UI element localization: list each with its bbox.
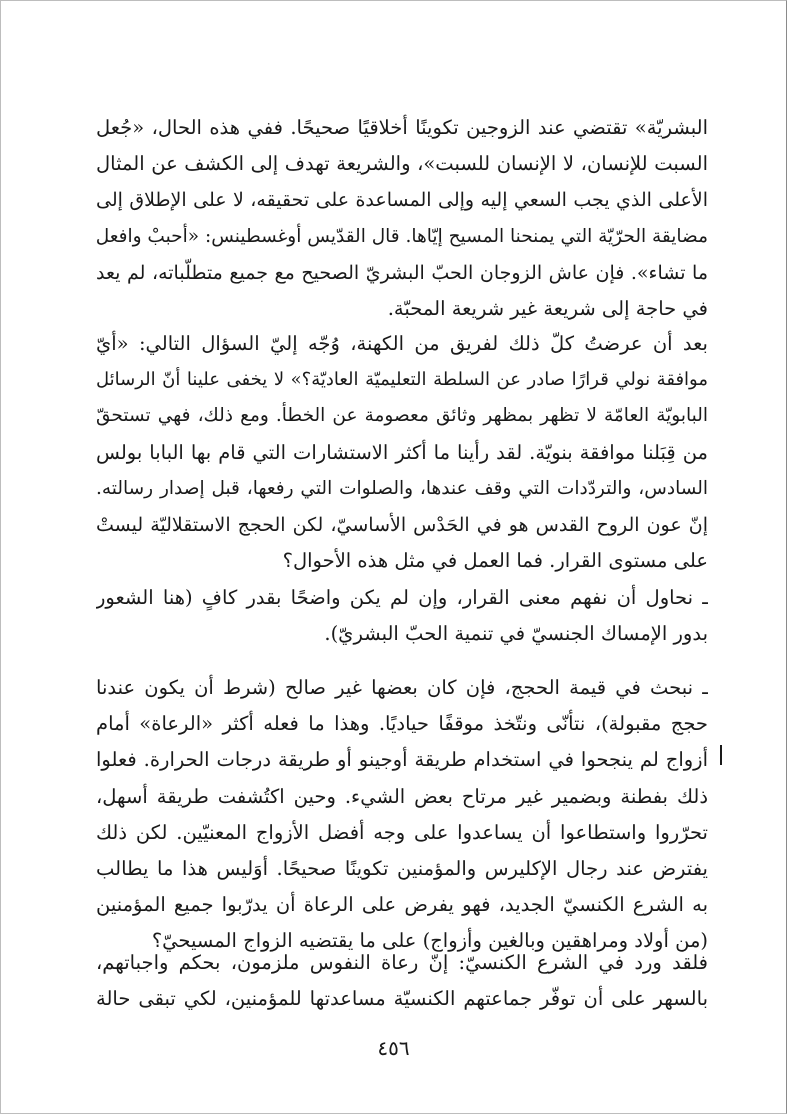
text-line: إنّ عون الروح القدس هو في الحَدْس الأساسيّ، لكن الحجج الاستقلاليّة ليستْ — [96, 513, 708, 536]
text-line: به الشرع الكنسيّ الجديد، فهو يفرض على الرعاة أن يدرّبوا جميع المؤمنين — [96, 893, 708, 917]
text-line: موافقة نولي قرارًا صادر عن السلطة التعليميّة العاديّة؟» لا يخفى علينا أنّ الرسائل — [96, 369, 708, 391]
text-line: البشريّة» تقتضي عند الزوجين تكوينًا أخلاقيًا صحيحًا. ففي هذه الحال، «جُعل — [96, 116, 708, 139]
page-number: ٤٥٦ — [377, 1036, 410, 1060]
text-line: البابويّة العامّة لا تظهر بمظهر وثائق معصومة عن الخطأ. ومع ذلك، فهي تستحقّ — [96, 405, 708, 427]
text-line: ما تشاء». فإن عاش الزوجان الحبّ البشريّ الصحيح مع جميع متطلّباته، لم يعد — [96, 261, 708, 284]
text-line: يفترض عند رجال الإكليرس والمؤمنين تكوينًا صحيحًا. أوَليس هذا ما يطالب — [96, 856, 708, 880]
text-line: على مستوى القرار. فما العمل في مثل هذه الأحوال؟ — [282, 549, 708, 573]
text-line: فلقد ورد في الشرع الكنسيّ: إنّ رعاة النفوس ملزمون، بحكم واجباتهم، — [96, 951, 708, 974]
text-line: أزواج لم ينجحوا في استخدام طريقة أوجينو أو طريقة درجات الحرارة. فعلوا — [96, 748, 708, 772]
text-line: حجج مقبولة)، نتأنّى ونتّخذ موقفًا حياديًا. وهذا ما فعله أكثر «الرعاة» أمام — [96, 712, 708, 736]
paragraph-1 — [96, 110, 708, 327]
text-line: في حاجة إلى شريعة غير شريعة المحبّة. — [387, 296, 708, 320]
text-line: مضايقة الحرّيّة التي يمنحنا المسيح إيّاها. قال القدّيس أوغسطينس: «أحببْ وافعل — [96, 225, 708, 247]
margin-mark — [720, 745, 722, 765]
text-line: ذلك بفطنة وبضمير غير مرتاح بعض الشيء. وحين اكتُشفت طريقة أسهل، — [96, 784, 708, 808]
paragraph-3 — [96, 580, 708, 652]
text-line: السبت للإنسان، لا الإنسان للسبت»، والشريعة تهدف إلى الكشف عن المثال — [96, 152, 708, 176]
paragraph-5 — [96, 945, 708, 1017]
text-line: من قِبَلنا موافقة بنويّة. لقد رأينا ما أكثر الاستشارات التي قام بها البابا بولس — [96, 440, 708, 464]
paragraph-2 — [96, 326, 708, 579]
text-line: تحرّروا واستطاعوا أن يساعدوا على وجه أفضل الأزواج المعنيّين. لكن ذلك — [96, 820, 708, 844]
text-line: (من أولاد ومراهقين وبالغين وأزواج) على ما يقتضيه الزواج المسيحيّ؟ — [151, 929, 708, 953]
paragraph-4 — [96, 670, 708, 960]
text-line: الأعلى الذي يجب السعي إليه وإلى المساعدة على تحقيقه، لا على الإطلاق إلى — [96, 189, 708, 212]
text-line: بعد أن عرضتُ كلّ ذلك لفريق من الكهنة، وُجّه إليّ السؤال التالي: «أيّ — [96, 332, 708, 355]
text-line: السادس، والتردّدات التي وقف عندها، والصلوات التي رفعها، قبل إصدار رسالته. — [96, 477, 708, 499]
text-line: ـ نبحث في قيمة الحجج، فإن كان بعضها غير صالح (شرط أن يكون عندنا — [96, 676, 708, 699]
text-line: ـ نحاول أن نفهم معنى القرار، وإن لم يكن واضحًا بقدر كافٍ (هنا الشعور — [96, 586, 708, 609]
text-line: بالسهر على أن توفّر جماعتهم الكنسيّة مساعدتها للمؤمنين، لكي تبقى حالة — [96, 987, 708, 1011]
text-line: بدور الإمساك الجنسيّ في تنمية الحبّ البشريّ). — [324, 622, 708, 646]
